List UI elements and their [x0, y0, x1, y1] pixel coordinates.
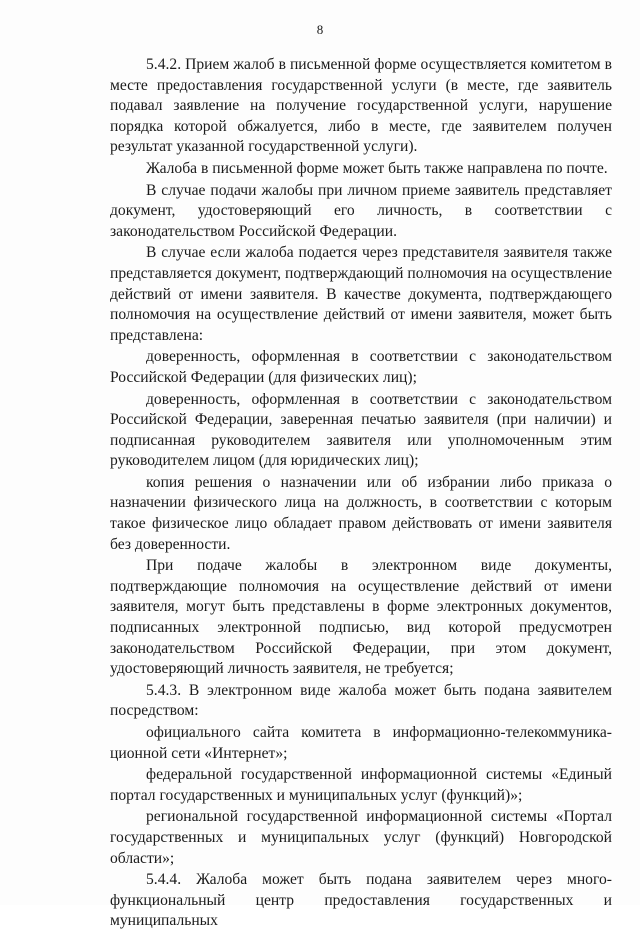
paragraph-power-of-attorney-legal-entities: доверенность, оформленная в соответствии с законодательством Российской Федерации, заверенная печатью заявителя (при наличии) и подписанная руководителем заявителя или уполномоченным этим руководителем лицом (для юридических лиц); — [110, 390, 612, 470]
paragraph-power-of-attorney-individuals: доверенность, оформленная в соответствии с законодательством Российской Федерации (для физических лиц); — [110, 348, 612, 386]
document-body — [110, 55, 612, 933]
page-number: 8 — [316, 22, 324, 37]
paragraph-federal-portal: федеральной государственной информационной системы «Единый портал государственных и муниципальных услуг (функций)»; — [110, 766, 612, 804]
paragraph-mail: Жалоба в письменной форме может быть также направлена по почте. — [146, 159, 608, 177]
paragraph-5-4-3: 5.4.3. В электронном виде жалоба может быть подана заявителем посредством: — [110, 681, 612, 720]
paragraph-electronic-documents: При подаче жалобы в электронном виде документы, подтверждающие полномочия на осуществление действий от имени заявителя, могут быть представлены в форме электронных документов, подписанных электронной подписью, вид которой предусмотрен законодательством Российской Федерации, при этом документ, удостоверяющий личность заявителя, не требуется; — [110, 557, 612, 678]
paragraph-representative: В случае если жалоба подается через представителя заявителя также представляется документ, подтверждающий полномочия на осуществление действий от имени заявителя. В качестве документа, подтверждающего полномочия на осуществление действий от имени заявителя, может быть представлена: — [110, 244, 612, 344]
paragraph-regional-portal: региональной государственной информационной системы «Портал государственных и муниципальных услуг (функций) Новгородской области»; — [110, 808, 612, 867]
paragraph-5-4-4: 5.4.4. Жалоба может быть подана заявителем через многофункциональный центр предоставления государственных и муниципальных — [110, 871, 612, 930]
paragraph-personal-reception: В случае подачи жалобы при личном приеме заявитель представляет документ, удостоверяющий его личность, в соответствии с законодательством Российской Федерации. — [110, 181, 612, 240]
paragraph-5-4-2: 5.4.2. Прием жалоб в письменной форме осуществляется комитетом в месте предоставления государственной услуги (в месте, где заявитель подавал заявление на получение государственной услуги, нарушение порядка которой обжалуется, либо в месте, где заявителем получен результат указанной государственной услуги). — [110, 56, 612, 156]
paragraph-appointment-decision: копия решения о назначении или об избрании либо приказа о назначении физического лица на должность, в соответствии с которым такое физическое лицо обладает правом действовать от имени заявителя без доверенности. — [110, 473, 612, 553]
paragraph-official-site: официального сайта комитета в информационно-телекоммуникационной сети «Интернет»; — [110, 724, 612, 762]
